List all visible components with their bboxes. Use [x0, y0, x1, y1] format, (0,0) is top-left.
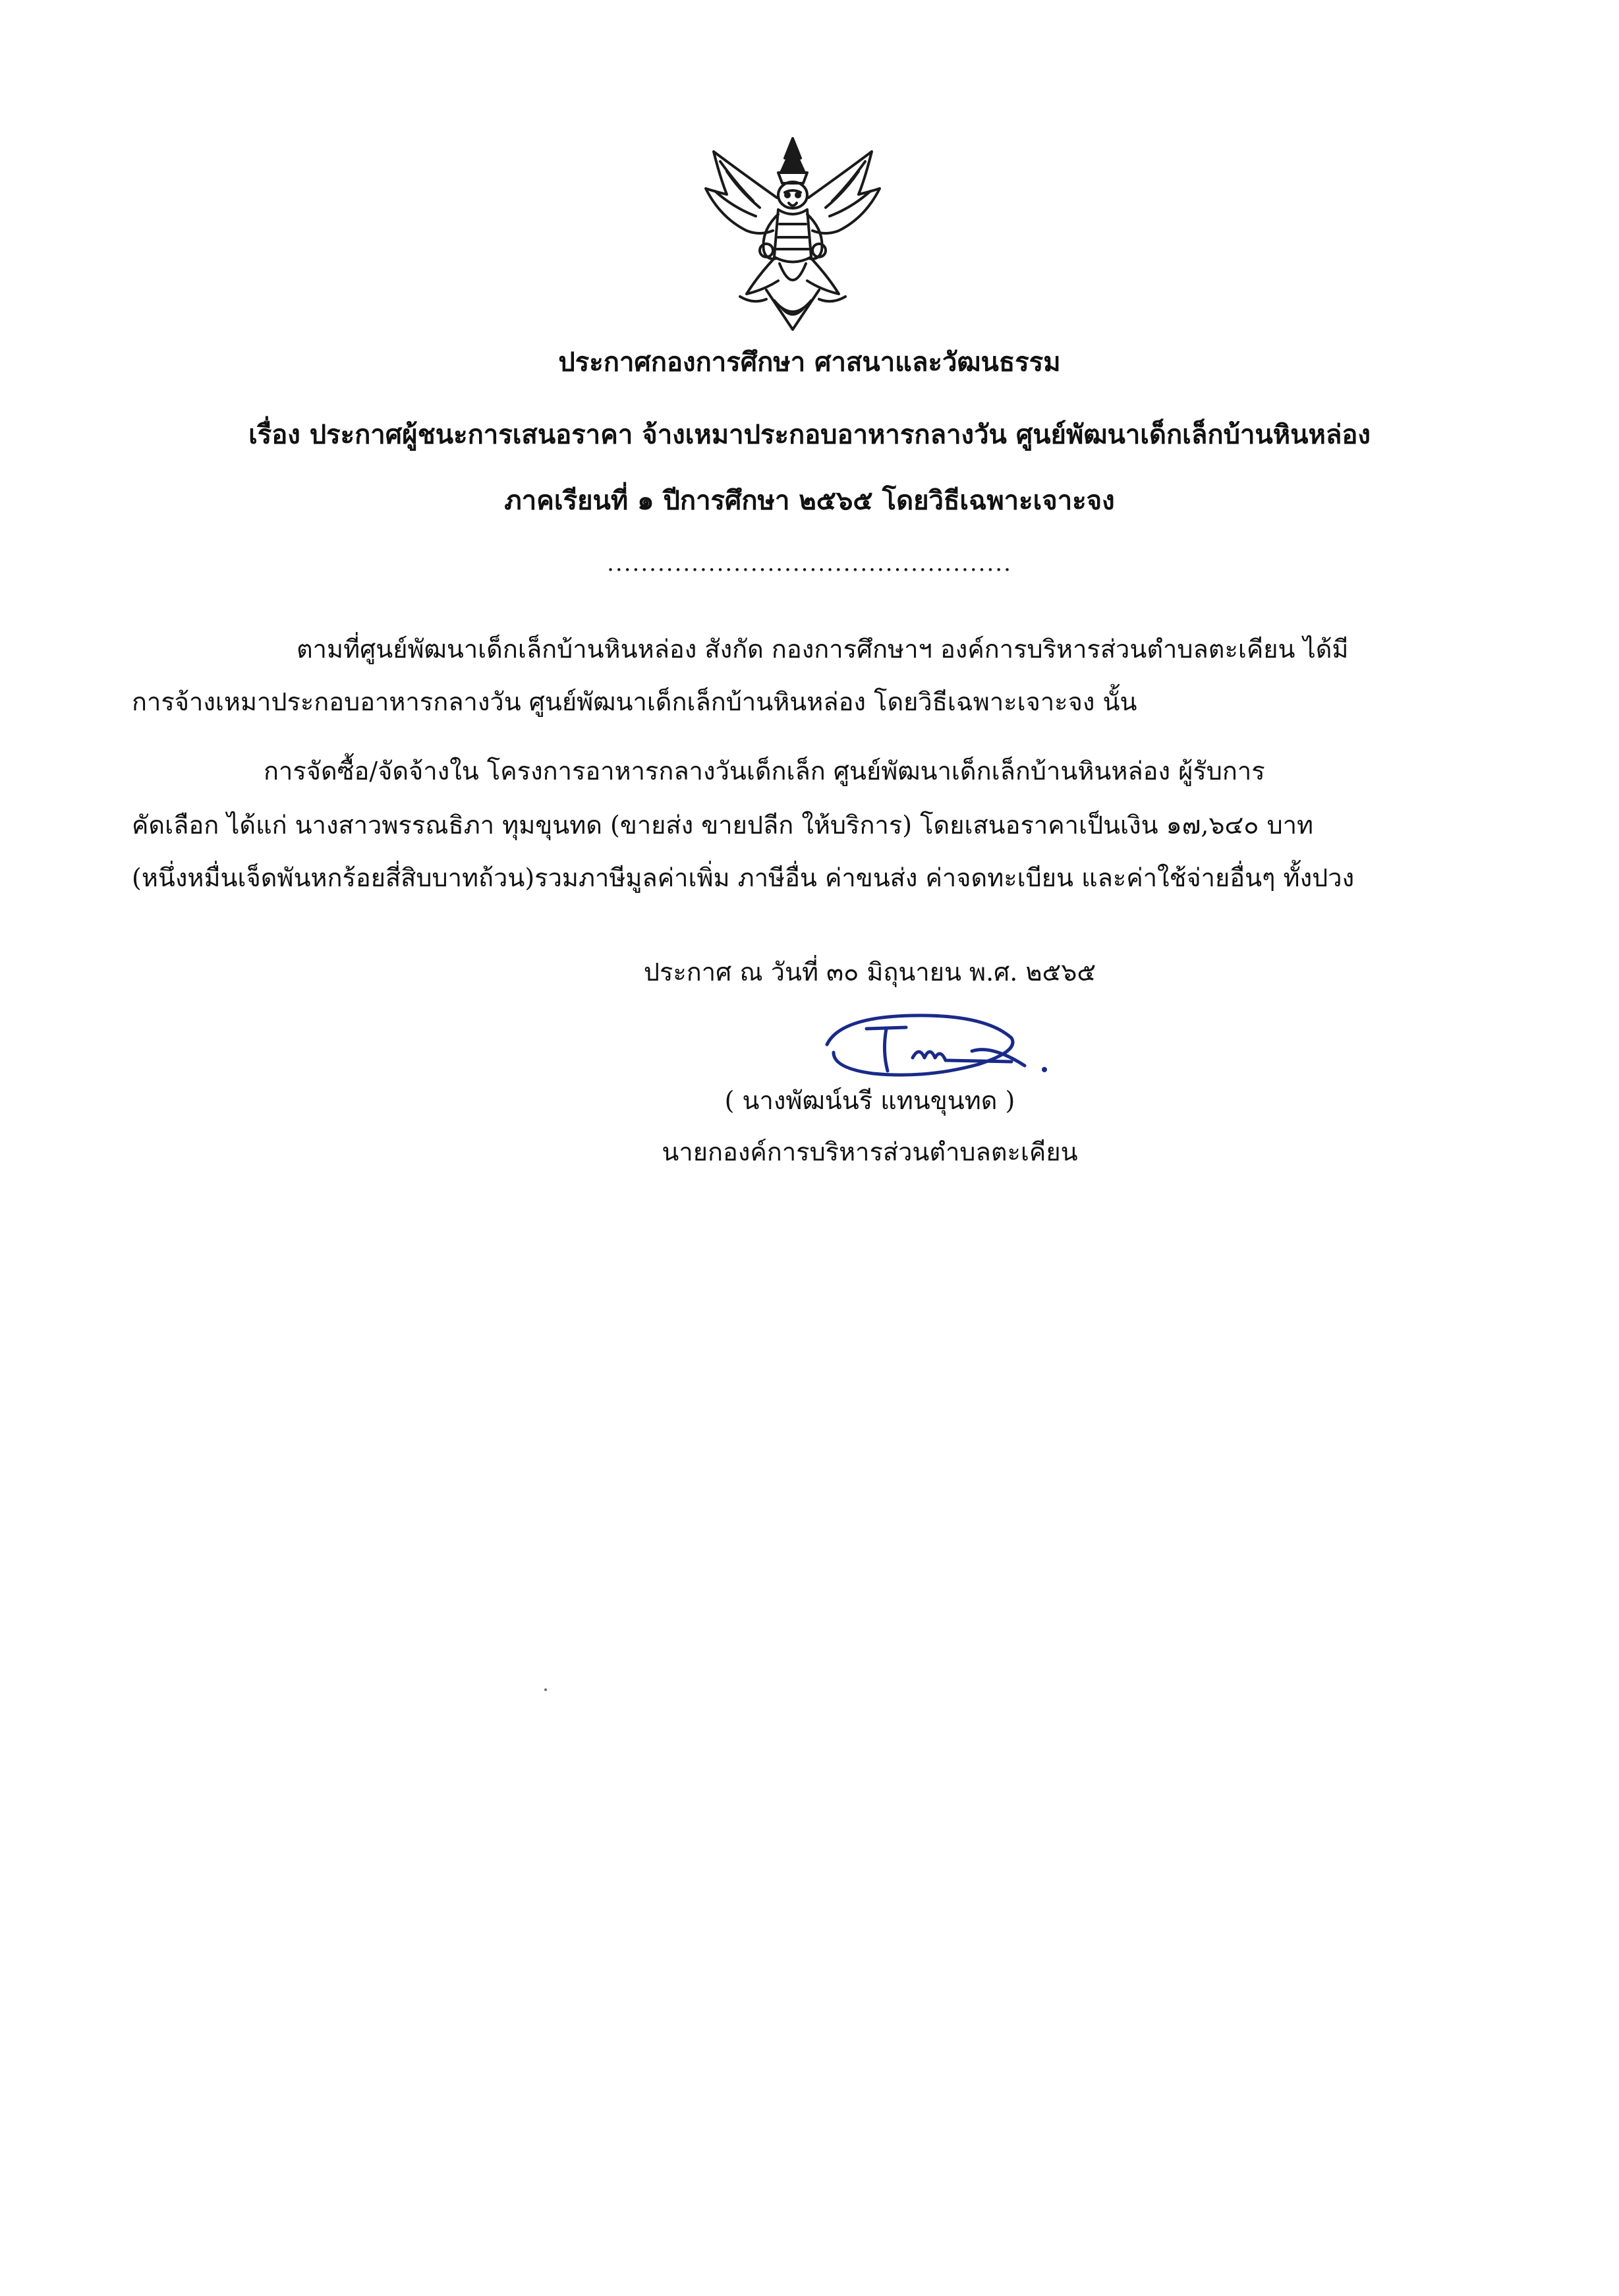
paragraph-2-line-3: (หนึ่งหมื่นเจ็ดพันหกร้อยสี่สิบบาทถ้วน)รวมภาษีมูลค่าเพิ่ม ภาษีอื่น ค่าขนส่ง ค่าจดทะเบียน และค่าใช้จ่ายอื่นๆ ทั้งปวง [132, 863, 1355, 892]
handwritten-signature [814, 1005, 1058, 1091]
paragraph-1-line-1: ตามที่ศูนย์พัฒนาเด็กเล็กบ้านหินหล่อง สังกัด กองการศึกษาฯ องค์การบริหารส่วนตำบลตะเคียน ได้มี [297, 635, 1349, 664]
subject-line-2: ภาคเรียนที่ ๑ ปีการศึกษา ๒๕๖๕ โดยวิธีเฉพาะเจาะจง [504, 485, 1115, 516]
announcement-date: ประกาศ ณ วันที่ ๓๐ มิถุนายน พ.ศ. ๒๕๖๕ [643, 958, 1096, 987]
signatory-name: ( นางพัฒน์นรี แทนขุนทด ) [724, 1086, 1015, 1115]
subject-line-1: เรื่อง ประกาศผู้ชนะการเสนอราคา จ้างเหมาประกอบอาหารกลางวัน ศูนย์พัฒนาเด็กเล็กบ้านหินหล่อง [248, 419, 1371, 450]
scan-speck [544, 1688, 547, 1691]
garuda-emblem-icon [700, 132, 885, 336]
paragraph-2-line-1: การจัดซื้อ/จัดจ้างใน โครงการอาหารกลางวันเด็กเล็ก ศูนย์พัฒนาเด็กเล็กบ้านหินหล่อง ผู้รับการ [264, 757, 1265, 786]
separator-line: ................................................ [607, 550, 1012, 577]
document-title: ประกาศกองการศึกษา ศาสนาและวัฒนธรรม [558, 347, 1061, 378]
paragraph-1-line-2: การจ้างเหมาประกอบอาหารกลางวัน ศูนย์พัฒนาเด็กเล็กบ้านหินหล่อง โดยวิธีเฉพาะเจาะจง นั้น [132, 687, 1137, 716]
paragraph-2-line-2: คัดเลือก ได้แก่ นางสาวพรรณธิภา ทุมขุนทด (ขายส่ง ขายปลีก ให้บริการ) โดยเสนอราคาเป็นเงิน ๑๗,๖๔๐ บาท [132, 811, 1314, 840]
signatory-position: นายกองค์การบริหารส่วนตำบลตะเคียน [662, 1137, 1078, 1166]
